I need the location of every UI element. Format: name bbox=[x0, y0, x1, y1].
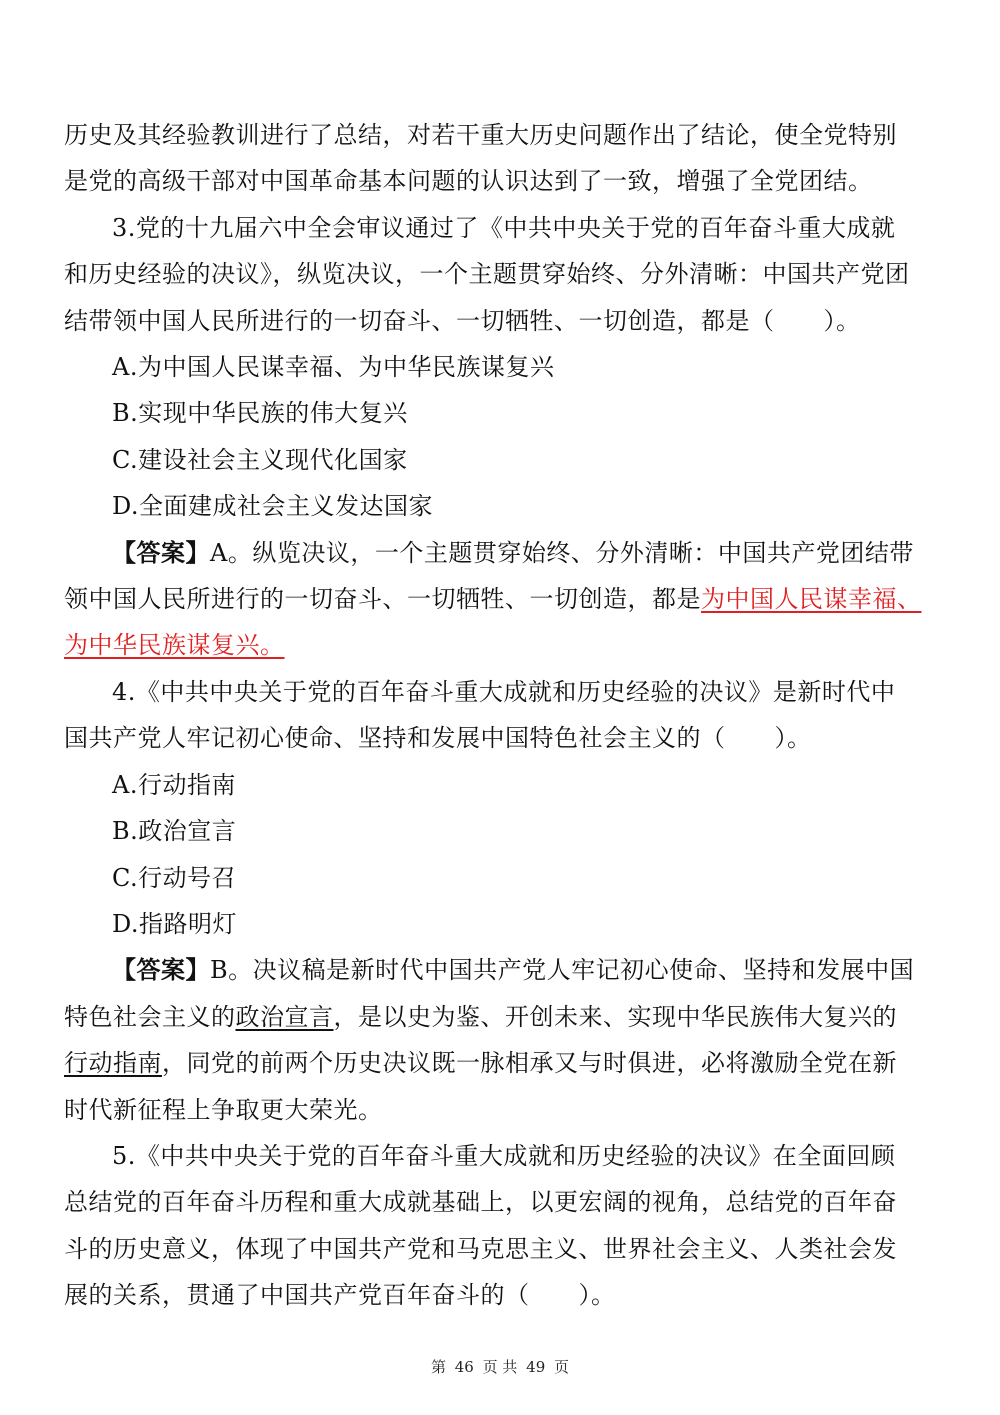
answer-text: 领中国人民所进行的一切奋斗、一切牺牲、一切创造，都是 bbox=[64, 585, 701, 614]
question-4-option-d: D.指路明灯 bbox=[112, 909, 238, 938]
footer-suffix: 页 bbox=[554, 1358, 570, 1376]
answer-underlined: 行动指南 bbox=[64, 1049, 162, 1078]
footer-prefix: 第 bbox=[430, 1358, 446, 1376]
question-3-answer-line bbox=[64, 576, 926, 622]
question-4-line: 4.《中共中央关于党的百年奋斗重大成就和历史经验的决议》是新时代中 bbox=[112, 677, 896, 706]
current-page-number: 46 bbox=[454, 1358, 474, 1376]
question-4-option-c: C.行动号召 bbox=[112, 863, 237, 892]
question-4-answer-line bbox=[64, 1040, 926, 1086]
question-5-line: 斗的历史意义，体现了中国共产党和马克思主义、世界社会主义、人类社会发 bbox=[64, 1234, 897, 1263]
answer-text: 特色社会主义的 bbox=[64, 1002, 236, 1031]
question-5-line: 5.《中共中央关于党的百年奋斗重大成就和历史经验的决议》在全面回顾 bbox=[112, 1141, 896, 1170]
question-3-line: 和历史经验的决议》，纵览决议，一个主题贯穿始终、分外清晰：中国共产党团 bbox=[64, 260, 910, 289]
question-3-answer-line bbox=[64, 622, 926, 668]
answer-text: ，同党的前两个历史决议既一脉相承又与时俱进，必将激励全党在新 bbox=[162, 1049, 897, 1078]
answer-label: 【答案】 bbox=[112, 537, 210, 567]
footer-middle: 页 共 bbox=[482, 1358, 518, 1376]
answer-text: A。纵览决议，一个主题贯穿始终、分外清晰：中国共产党团结带 bbox=[210, 538, 914, 567]
question-4-option-a: A.行动指南 bbox=[112, 770, 236, 799]
question-4-answer-line bbox=[64, 947, 926, 993]
question-4-line: 国共产党人牢记初心使命、坚持和发展中国特色社会主义的（ ）。 bbox=[64, 724, 812, 753]
answer-label: 【答案】 bbox=[112, 955, 210, 985]
question-3-option-b: B.实现中华民族的伟大复兴 bbox=[112, 399, 408, 428]
question-5-line: 总结党的百年奋斗历程和重大成就基础上，以更宏阔的视角，总结党的百年奋 bbox=[64, 1188, 897, 1217]
question-3-line: 结带领中国人民所进行的一切奋斗、一切牺牲、一切创造，都是（ ）。 bbox=[64, 306, 861, 335]
page-footer bbox=[0, 1356, 1000, 1377]
question-3-option-a: A.为中国人民谋幸福、为中华民族谋复兴 bbox=[112, 353, 555, 382]
answer-highlight: 为中国人民谋幸福、 bbox=[701, 585, 922, 614]
question-4-answer-line: 时代新征程上争取更大荣光。 bbox=[64, 1095, 383, 1124]
question-3-line: 3.党的十九届六中全会审议通过了《中共中央关于党的百年奋斗重大成就 bbox=[112, 213, 896, 242]
question-3-option-d: D.全面建成社会主义发达国家 bbox=[112, 492, 434, 521]
answer-text: ，是以史为鉴、开创未来、实现中华民族伟大复兴的 bbox=[333, 1002, 897, 1031]
question-4-option-b: B.政治宣言 bbox=[112, 817, 237, 846]
document-page bbox=[64, 112, 926, 1319]
question-4-answer-line bbox=[64, 994, 926, 1040]
answer-underlined: 政治宣言 bbox=[235, 1002, 334, 1031]
question-5-line: 展的关系，贯通了中国共产党百年奋斗的（ ）。 bbox=[64, 1281, 616, 1310]
total-page-count: 49 bbox=[526, 1358, 546, 1376]
answer-text: B。决议稿是新时代中国共产党人牢记初心使命、坚持和发展中国 bbox=[210, 956, 915, 985]
paragraph-line: 是党的高级干部对中国革命基本问题的认识达到了一致，增强了全党团结。 bbox=[64, 167, 873, 196]
paragraph-line: 历史及其经验教训进行了总结，对若干重大历史问题作出了结论，使全党特别 bbox=[64, 121, 897, 149]
answer-highlight: 为中华民族谋复兴。 bbox=[64, 631, 285, 660]
question-3-answer-line bbox=[64, 530, 926, 576]
question-3-option-c: C.建设社会主义现代化国家 bbox=[112, 445, 408, 474]
